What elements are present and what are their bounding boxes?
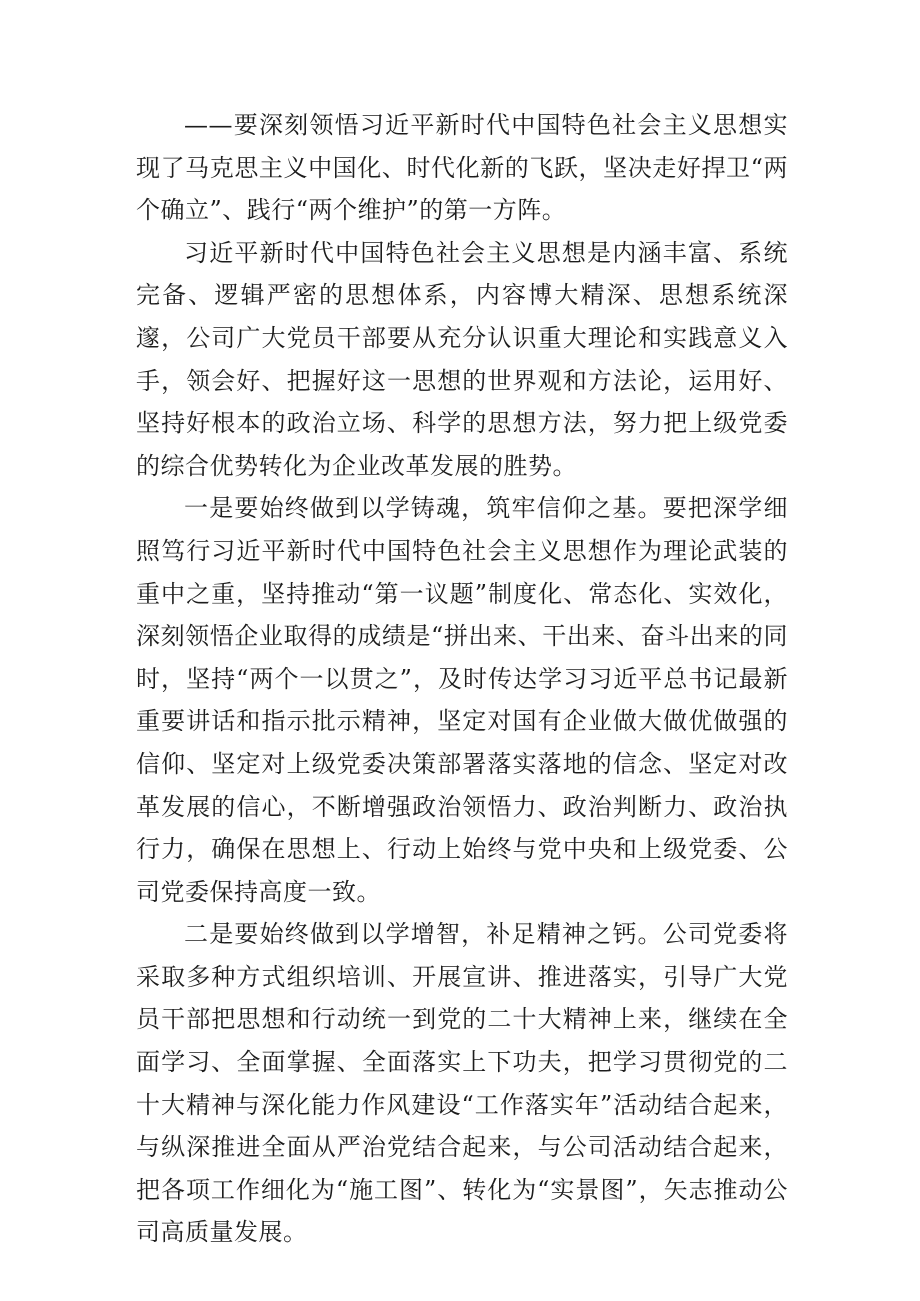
paragraph-2: 习近平新时代中国特色社会主义思想是内涵丰富、系统完备、逻辑严密的思想体系，内容博大精深、思想系统深邃，公司广大党员干部要从充分认识重大理论和实践意义入手，领会好、把握好这一思想的世界观和方法论，运用好、坚持好根本的政治立场、科学的思想方法，努力把上级党委的综合优势转化为企业改革发展的胜势。 <box>136 238 788 480</box>
document-body <box>136 104 788 1254</box>
paragraph-3: 一是要始终做到以学铸魂，筑牢信仰之基。要把深学细照笃行习近平新时代中国特色社会主义思想作为理论武装的重中之重，坚持推动“第一议题”制度化、常态化、实效化，深刻领悟企业取得的成绩是“拼出来、干出来、奋斗出来的同时，坚持“两个一以贯之”，及时传达学习习近平总书记最新重要讲话和指示批示精神，坚定对国有企业做大做优做强的信仰、坚定对上级党委决策部署落实落地的信念、坚定对改革发展的信心，不断增强政治领悟力、政治判断力、政治执行力，确保在思想上、行动上始终与党中央和上级党委、公司党委保持高度一致。 <box>136 494 788 906</box>
paragraph-4: 二是要始终做到以学增智，补足精神之钙。公司党委将采取多种方式组织培训、开展宣讲、推进落实，引导广大党员干部把思想和行动统一到党的二十大精神上来，继续在全面学习、全面掌握、全面落实上下功夫，把学习贯彻党的二十大精神与深化能力作风建设“工作落实年”活动结合起来，与纵深推进全面从严治党结合起来，与公司活动结合起来，把各项工作细化为“施工图”、转化为“实景图”，矢志推动公司高质量发展。 <box>136 920 788 1247</box>
paragraph-1: ——要深刻领悟习近平新时代中国特色社会主义思想实现了马克思主义中国化、时代化新的飞跃，坚决走好捍卫“两个确立”、践行“两个维护”的第一方阵。 <box>136 111 788 225</box>
